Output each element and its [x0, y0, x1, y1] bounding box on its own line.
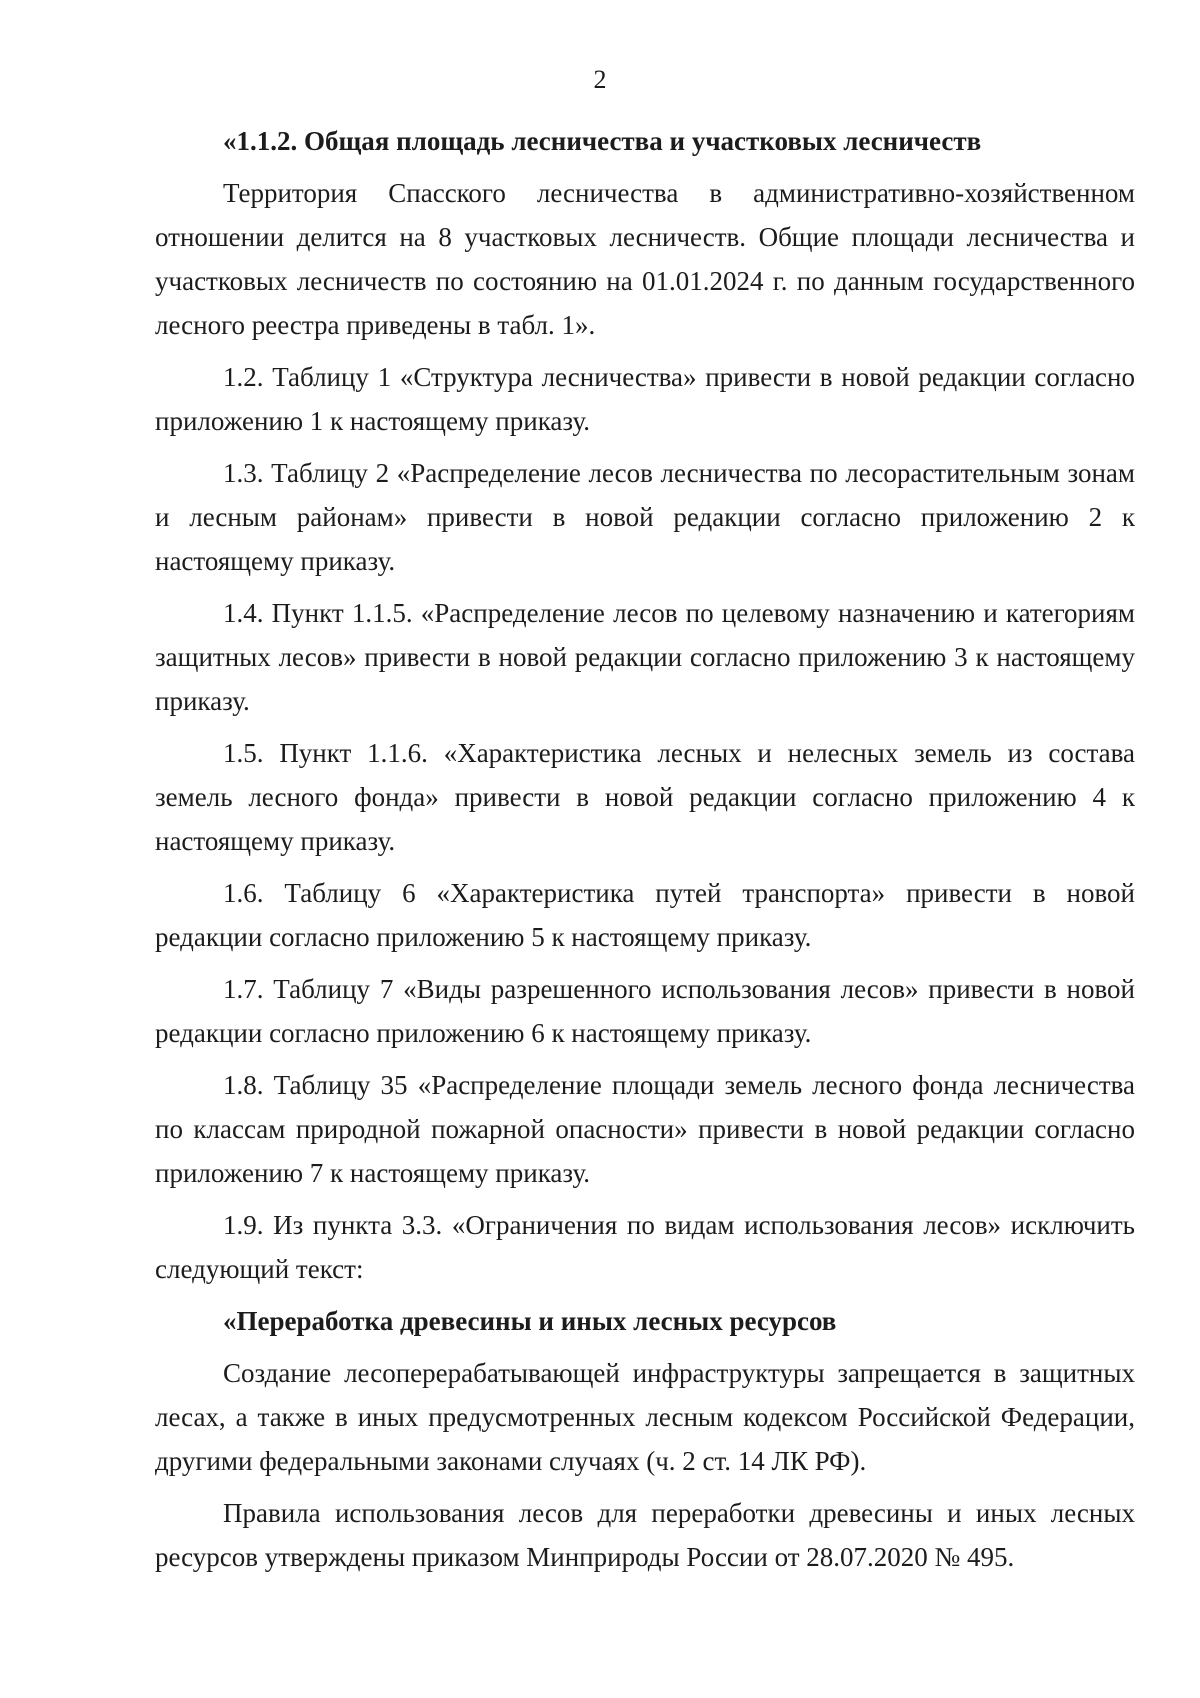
paragraph-1-6: 1.6. Таблицу 6 «Характеристика путей транспорта» привести в новой редакции согласно приложению 5 к настоящему приказу.	[155, 878, 1135, 952]
paragraph-1-5: 1.5. Пункт 1.1.6. «Характеристика лесных и нелесных земель из состава земель лесного фонда» привести в новой редакции согласно приложению 4 к настоящему приказу.	[155, 738, 1135, 856]
document-body	[155, 119, 1135, 1587]
paragraph-1-7: 1.7. Таблицу 7 «Виды разрешенного использования лесов» привести в новой редакции согласно приложению 6 к настоящему приказу.	[155, 974, 1135, 1048]
page-number: 2	[593, 65, 607, 94]
paragraph-1-4: 1.4. Пункт 1.1.5. «Распределение лесов по целевому назначению и категориям защитных лесов» привести в новой редакции согласно приложению 3 к настоящему приказу.	[155, 598, 1135, 716]
paragraph-rules: Правила использования лесов для переработки древесины и иных лесных ресурсов утверждены приказом Минприроды России от 28.07.2020 № 495.	[155, 1498, 1135, 1572]
paragraph-1-8: 1.8. Таблицу 35 «Распределение площади земель лесного фонда лесничества по классам природной пожарной опасности» привести в новой редакции согласно приложению 7 к настоящему приказу.	[155, 1070, 1135, 1188]
section-heading-1-1-2: «1.1.2. Общая площадь лесничества и участковых лесничеств	[223, 126, 982, 156]
paragraph-territory: Территория Спасского лесничества в административно-хозяйственном отношении делится на 8 участковых лесничеств. Общие площади лесничества и участковых лесничеств по состоянию на 01.01.2024 г. по данным государственного лесного реестра приведены в табл. 1».	[155, 178, 1135, 340]
paragraph-1-3: 1.3. Таблицу 2 «Распределение лесов лесничества по лесорастительным зонам и лесным районам» привести в новой редакции согласно приложению 2 к настоящему приказу.	[155, 458, 1135, 576]
paragraph-1-9: 1.9. Из пункта 3.3. «Ограничения по видам использования лесов» исключить следующий текст:	[155, 1210, 1135, 1284]
paragraph-1-2: 1.2. Таблицу 1 «Структура лесничества» привести в новой редакции согласно приложению 1 к настоящему приказу.	[155, 362, 1135, 436]
section-heading-wood-processing: «Переработка древесины и иных лесных ресурсов	[223, 1306, 837, 1336]
paragraph-infrastructure: Создание лесоперерабатывающей инфраструктуры запрещается в защитных лесах, а также в иных предусмотренных лесным кодексом Российской Федерации, другими федеральными законами случаях (ч. 2 ст. 14 ЛК РФ).	[155, 1358, 1135, 1476]
